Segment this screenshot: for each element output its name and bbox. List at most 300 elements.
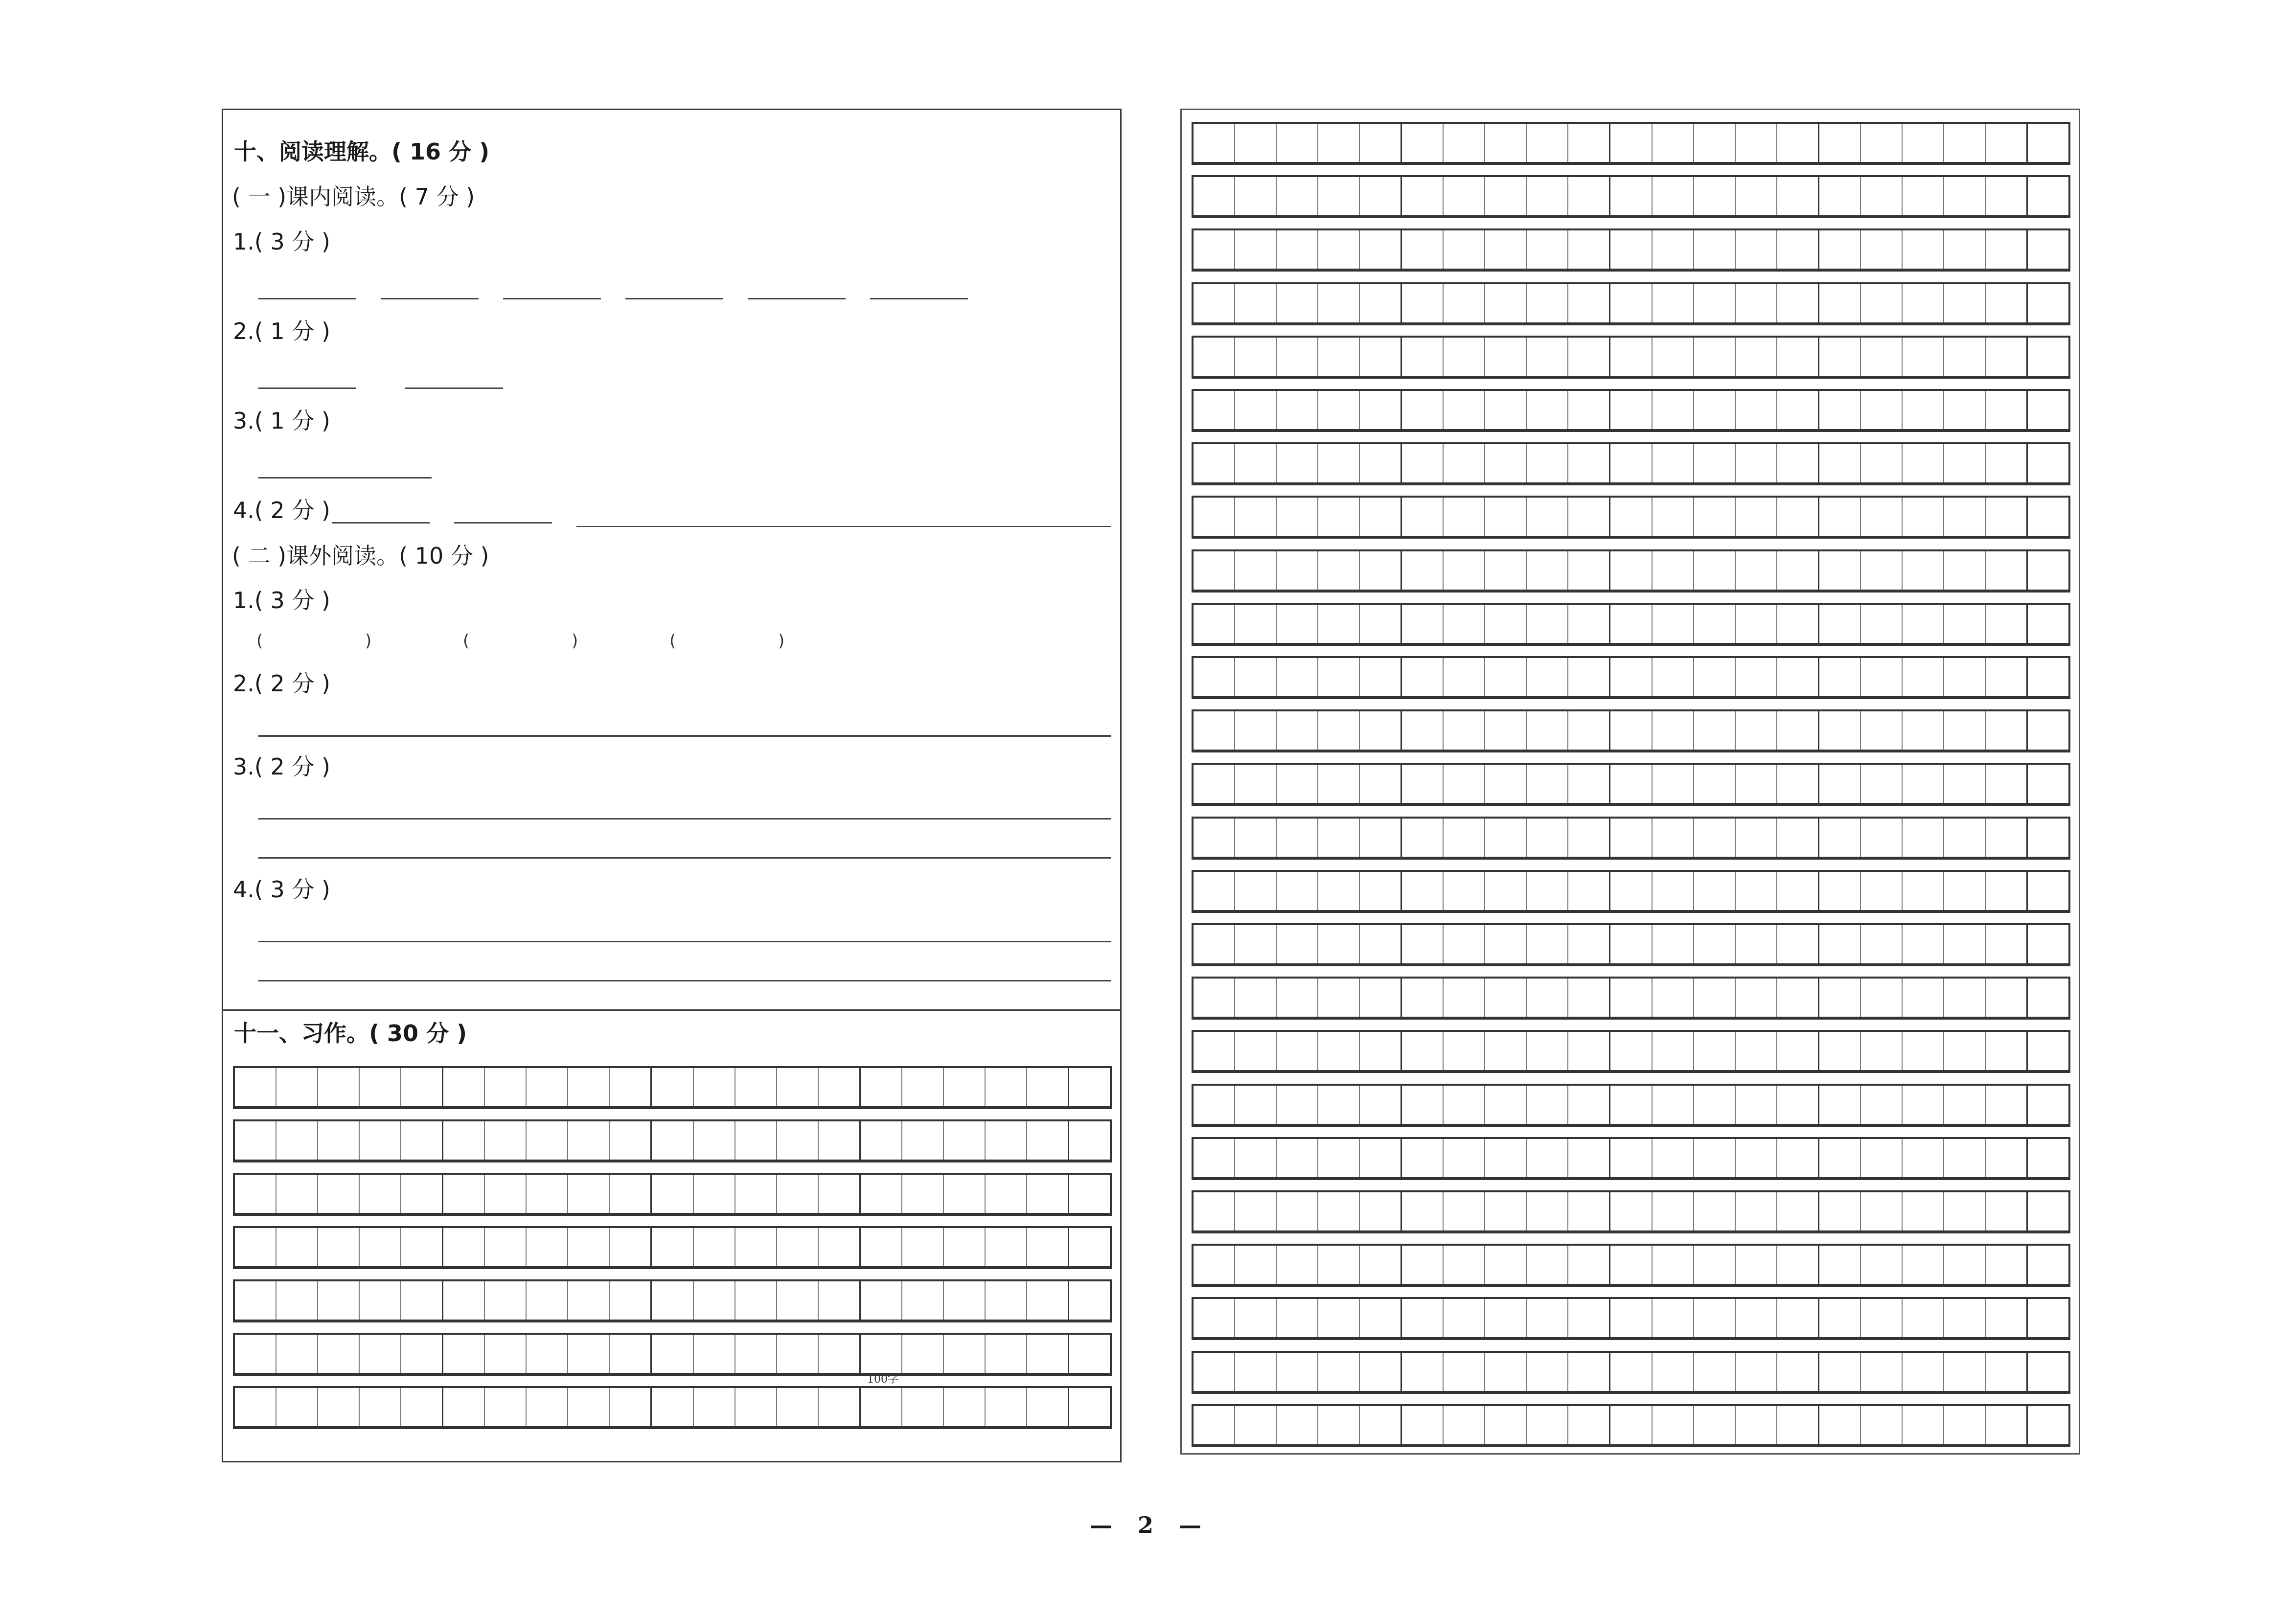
grid-cell[interactable] — [1818, 1032, 1860, 1070]
grid-cell[interactable] — [1609, 124, 1651, 162]
grid-cell[interactable] — [526, 1335, 567, 1373]
grid-cell[interactable] — [1194, 498, 1234, 536]
grid-cell[interactable] — [276, 1388, 317, 1426]
grid-cell[interactable] — [943, 1228, 985, 1266]
grid-cell[interactable] — [1526, 391, 1567, 429]
grid-cell[interactable] — [1902, 1246, 1943, 1284]
grid-cell[interactable] — [1902, 1086, 1943, 1124]
grid-cell[interactable] — [235, 1335, 276, 1373]
grid-cell[interactable] — [2026, 230, 2068, 269]
grid-cell[interactable] — [567, 1121, 609, 1160]
grid-cell[interactable] — [1902, 391, 1943, 429]
grid-cell[interactable] — [1776, 1353, 1818, 1391]
grid-cell[interactable] — [1693, 1299, 1735, 1337]
grid-cell[interactable] — [1860, 1246, 1902, 1284]
grid-cell[interactable] — [1943, 1086, 1985, 1124]
grid-cell[interactable] — [276, 1335, 317, 1373]
grid-cell[interactable] — [1860, 338, 1902, 376]
grid-cell[interactable] — [1985, 1406, 2026, 1444]
grid-cell[interactable] — [1735, 498, 1776, 536]
grid-cell[interactable] — [359, 1228, 400, 1266]
grid-cell[interactable] — [1818, 872, 1860, 910]
grid-cell[interactable] — [1609, 284, 1651, 322]
grid-cell[interactable] — [526, 1121, 567, 1160]
grid-cell[interactable] — [1401, 711, 1443, 750]
grid-cell[interactable] — [1943, 1032, 1985, 1070]
grid-cell[interactable] — [776, 1175, 818, 1213]
grid-cell[interactable] — [1985, 605, 2026, 643]
grid-cell[interactable] — [1234, 551, 1276, 590]
grid-cell[interactable] — [1652, 979, 1693, 1017]
grid-cell[interactable] — [567, 1175, 609, 1213]
grid-cell[interactable] — [1234, 1406, 1276, 1444]
grid-cell[interactable] — [442, 1121, 484, 1160]
grid-cell[interactable] — [1234, 498, 1276, 536]
grid-cell[interactable] — [650, 1228, 692, 1266]
grid-cell[interactable] — [1359, 391, 1401, 429]
grid-cell[interactable] — [1443, 284, 1484, 322]
grid-cell[interactable] — [1484, 979, 1526, 1017]
grid-cell[interactable] — [442, 1281, 484, 1320]
grid-cell[interactable] — [1567, 1192, 1609, 1230]
grid-cell[interactable] — [1652, 1139, 1693, 1177]
grid-cell[interactable] — [1443, 1192, 1484, 1230]
grid-cell[interactable] — [1652, 819, 1693, 857]
part2-q2-answer-line[interactable] — [258, 735, 1111, 737]
grid-cell[interactable] — [1985, 1139, 2026, 1177]
grid-cell[interactable] — [276, 1121, 317, 1160]
grid-cell[interactable] — [1359, 230, 1401, 269]
grid-cell[interactable] — [1985, 1246, 2026, 1284]
grid-cell[interactable] — [1443, 1032, 1484, 1070]
grid-cell[interactable] — [1194, 284, 1234, 322]
grid-cell[interactable] — [1735, 925, 1776, 963]
grid-cell[interactable] — [1902, 925, 1943, 963]
grid-cell[interactable] — [1401, 1406, 1443, 1444]
grid-cell[interactable] — [1652, 658, 1693, 696]
grid-cell[interactable] — [1026, 1121, 1068, 1160]
grid-cell[interactable] — [484, 1335, 526, 1373]
grid-cell[interactable] — [693, 1068, 735, 1106]
grid-cell[interactable] — [1234, 819, 1276, 857]
part2-q4-answer-line[interactable] — [258, 980, 1111, 981]
grid-cell[interactable] — [1526, 1032, 1567, 1070]
grid-cell[interactable] — [818, 1388, 859, 1426]
part2-q3-answer-line[interactable] — [258, 857, 1111, 859]
grid-cell[interactable] — [1401, 284, 1443, 322]
grid-cell[interactable] — [1443, 177, 1484, 215]
grid-cell[interactable] — [1276, 338, 1317, 376]
grid-cell[interactable] — [1567, 230, 1609, 269]
grid-cell[interactable] — [1484, 1032, 1526, 1070]
grid-cell[interactable] — [1234, 338, 1276, 376]
grid-cell[interactable] — [317, 1388, 359, 1426]
grid-cell[interactable] — [359, 1121, 400, 1160]
grid-cell[interactable] — [235, 1068, 276, 1106]
grid-cell[interactable] — [1443, 979, 1484, 1017]
grid-cell[interactable] — [1194, 444, 1234, 482]
grid-cell[interactable] — [2026, 284, 2068, 322]
grid-cell[interactable] — [1276, 1353, 1317, 1391]
grid-cell[interactable] — [1693, 124, 1735, 162]
grid-cell[interactable] — [1484, 819, 1526, 857]
grid-cell[interactable] — [1234, 605, 1276, 643]
grid-cell[interactable] — [1484, 1192, 1526, 1230]
grid-cell[interactable] — [1526, 230, 1567, 269]
grid-cell[interactable] — [1484, 391, 1526, 429]
grid-cell[interactable] — [235, 1388, 276, 1426]
grid-cell[interactable] — [1194, 1299, 1234, 1337]
grid-cell[interactable] — [1985, 1299, 2026, 1337]
grid-cell[interactable] — [1484, 1086, 1526, 1124]
grid-cell[interactable] — [735, 1175, 776, 1213]
grid-cell[interactable] — [1234, 925, 1276, 963]
grid-cell[interactable] — [1567, 711, 1609, 750]
grid-cell[interactable] — [1276, 1086, 1317, 1124]
grid-cell[interactable] — [859, 1175, 901, 1213]
grid-cell[interactable] — [1818, 765, 1860, 803]
grid-cell[interactable] — [1693, 819, 1735, 857]
grid-cell[interactable] — [1526, 1406, 1567, 1444]
grid-cell[interactable] — [1652, 765, 1693, 803]
grid-cell[interactable] — [1693, 872, 1735, 910]
part1-q2-blank[interactable] — [258, 387, 356, 389]
grid-cell[interactable] — [1194, 925, 1234, 963]
grid-cell[interactable] — [1776, 124, 1818, 162]
grid-cell[interactable] — [1526, 1246, 1567, 1284]
grid-cell[interactable] — [1401, 230, 1443, 269]
grid-cell[interactable] — [1860, 819, 1902, 857]
grid-cell[interactable] — [2026, 444, 2068, 482]
grid-cell[interactable] — [650, 1335, 692, 1373]
grid-cell[interactable] — [1902, 872, 1943, 910]
grid-cell[interactable] — [1693, 658, 1735, 696]
grid-cell[interactable] — [1860, 711, 1902, 750]
grid-cell[interactable] — [1484, 444, 1526, 482]
grid-cell[interactable] — [1443, 658, 1484, 696]
grid-cell[interactable] — [1194, 391, 1234, 429]
grid-cell[interactable] — [1985, 819, 2026, 857]
grid-cell[interactable] — [1234, 1246, 1276, 1284]
grid-cell[interactable] — [1194, 1032, 1234, 1070]
grid-cell[interactable] — [901, 1068, 943, 1106]
grid-cell[interactable] — [1902, 1032, 1943, 1070]
grid-cell[interactable] — [859, 1335, 901, 1373]
grid-cell[interactable] — [1443, 1086, 1484, 1124]
grid-cell[interactable] — [1443, 711, 1484, 750]
grid-cell[interactable] — [442, 1335, 484, 1373]
grid-cell[interactable] — [776, 1121, 818, 1160]
grid-cell[interactable] — [1194, 230, 1234, 269]
grid-cell[interactable] — [276, 1175, 317, 1213]
grid-cell[interactable] — [1943, 391, 1985, 429]
grid-cell[interactable] — [1276, 1192, 1317, 1230]
grid-cell[interactable] — [1652, 925, 1693, 963]
grid-cell[interactable] — [776, 1388, 818, 1426]
grid-cell[interactable] — [1443, 605, 1484, 643]
grid-cell[interactable] — [1735, 284, 1776, 322]
grid-cell[interactable] — [1194, 711, 1234, 750]
grid-cell[interactable] — [1902, 124, 1943, 162]
grid-cell[interactable] — [1652, 551, 1693, 590]
grid-cell[interactable] — [1194, 1246, 1234, 1284]
grid-cell[interactable] — [1693, 284, 1735, 322]
grid-cell[interactable] — [1985, 1032, 2026, 1070]
grid-cell[interactable] — [1902, 711, 1943, 750]
part1-q1-blank[interactable] — [503, 298, 601, 299]
grid-cell[interactable] — [1985, 1192, 2026, 1230]
grid-cell[interactable] — [1776, 1299, 1818, 1337]
grid-cell[interactable] — [317, 1068, 359, 1106]
grid-cell[interactable] — [1652, 124, 1693, 162]
grid-cell[interactable] — [985, 1121, 1026, 1160]
grid-cell[interactable] — [693, 1175, 735, 1213]
grid-cell[interactable] — [2026, 338, 2068, 376]
grid-cell[interactable] — [1401, 1353, 1443, 1391]
grid-cell[interactable] — [1401, 391, 1443, 429]
grid-cell[interactable] — [2026, 498, 2068, 536]
grid-cell[interactable] — [317, 1228, 359, 1266]
grid-cell[interactable] — [1735, 605, 1776, 643]
grid-cell[interactable] — [1359, 1086, 1401, 1124]
grid-cell[interactable] — [1943, 338, 1985, 376]
grid-cell[interactable] — [1567, 765, 1609, 803]
grid-cell[interactable] — [1443, 1353, 1484, 1391]
grid-cell[interactable] — [317, 1175, 359, 1213]
grid-cell[interactable] — [1818, 711, 1860, 750]
grid-cell[interactable] — [1068, 1068, 1110, 1106]
grid-cell[interactable] — [1652, 391, 1693, 429]
grid-cell[interactable] — [1526, 658, 1567, 696]
grid-cell[interactable] — [235, 1228, 276, 1266]
grid-cell[interactable] — [818, 1228, 859, 1266]
grid-cell[interactable] — [1359, 551, 1401, 590]
grid-cell[interactable] — [1359, 605, 1401, 643]
grid-cell[interactable] — [1693, 979, 1735, 1017]
grid-cell[interactable] — [484, 1228, 526, 1266]
part1-q1-blank[interactable] — [748, 298, 846, 299]
grid-cell[interactable] — [1902, 498, 1943, 536]
grid-cell[interactable] — [567, 1388, 609, 1426]
grid-cell[interactable] — [859, 1281, 901, 1320]
grid-cell[interactable] — [235, 1121, 276, 1160]
grid-cell[interactable] — [1693, 1086, 1735, 1124]
grid-cell[interactable] — [1609, 658, 1651, 696]
grid-cell[interactable] — [859, 1388, 901, 1426]
grid-cell[interactable] — [567, 1068, 609, 1106]
grid-cell[interactable] — [1359, 1192, 1401, 1230]
grid-cell[interactable] — [1276, 1299, 1317, 1337]
grid-cell[interactable] — [1943, 498, 1985, 536]
grid-cell[interactable] — [1818, 391, 1860, 429]
grid-cell[interactable] — [1609, 872, 1651, 910]
grid-cell[interactable] — [1401, 872, 1443, 910]
grid-cell[interactable] — [1943, 872, 1985, 910]
grid-cell[interactable] — [1526, 1192, 1567, 1230]
part2-q4-answer-line[interactable] — [258, 941, 1111, 942]
grid-cell[interactable] — [1609, 1139, 1651, 1177]
grid-cell[interactable] — [1317, 338, 1359, 376]
grid-cell[interactable] — [1985, 658, 2026, 696]
grid-cell[interactable] — [2026, 711, 2068, 750]
grid-cell[interactable] — [1234, 711, 1276, 750]
grid-cell[interactable] — [1276, 711, 1317, 750]
grid-cell[interactable] — [1068, 1228, 1110, 1266]
grid-cell[interactable] — [1735, 1353, 1776, 1391]
part1-q1-blank[interactable] — [381, 298, 479, 299]
grid-cell[interactable] — [1317, 1353, 1359, 1391]
grid-cell[interactable] — [1776, 444, 1818, 482]
grid-cell[interactable] — [1234, 979, 1276, 1017]
grid-cell[interactable] — [526, 1281, 567, 1320]
grid-cell[interactable] — [1443, 498, 1484, 536]
grid-cell[interactable] — [1985, 979, 2026, 1017]
grid-cell[interactable] — [1401, 444, 1443, 482]
grid-cell[interactable] — [1359, 1406, 1401, 1444]
grid-cell[interactable] — [526, 1388, 567, 1426]
grid-cell[interactable] — [1776, 605, 1818, 643]
grid-cell[interactable] — [1652, 1406, 1693, 1444]
grid-cell[interactable] — [1317, 605, 1359, 643]
grid-cell[interactable] — [985, 1335, 1026, 1373]
grid-cell[interactable] — [1194, 979, 1234, 1017]
grid-cell[interactable] — [442, 1388, 484, 1426]
grid-cell[interactable] — [1443, 124, 1484, 162]
grid-cell[interactable] — [1484, 177, 1526, 215]
grid-cell[interactable] — [1776, 1192, 1818, 1230]
grid-cell[interactable] — [1609, 1353, 1651, 1391]
grid-cell[interactable] — [1609, 444, 1651, 482]
grid-cell[interactable] — [1026, 1068, 1068, 1106]
grid-cell[interactable] — [1567, 338, 1609, 376]
grid-cell[interactable] — [1443, 444, 1484, 482]
grid-cell[interactable] — [1860, 1032, 1902, 1070]
grid-cell[interactable] — [1359, 177, 1401, 215]
grid-cell[interactable] — [1484, 711, 1526, 750]
grid-cell[interactable] — [1276, 391, 1317, 429]
part1-q4-blank[interactable] — [454, 522, 552, 524]
grid-cell[interactable] — [1776, 498, 1818, 536]
grid-cell[interactable] — [2026, 1246, 2068, 1284]
grid-cell[interactable] — [1943, 819, 1985, 857]
grid-cell[interactable] — [1609, 1192, 1651, 1230]
grid-cell[interactable] — [1567, 498, 1609, 536]
grid-cell[interactable] — [1194, 1353, 1234, 1391]
grid-cell[interactable] — [1818, 925, 1860, 963]
grid-cell[interactable] — [1234, 444, 1276, 482]
grid-cell[interactable] — [1860, 124, 1902, 162]
grid-cell[interactable] — [1194, 1086, 1234, 1124]
grid-cell[interactable] — [1902, 765, 1943, 803]
grid-cell[interactable] — [943, 1388, 985, 1426]
grid-cell[interactable] — [901, 1228, 943, 1266]
grid-cell[interactable] — [1818, 1299, 1860, 1337]
grid-cell[interactable] — [1526, 819, 1567, 857]
grid-cell[interactable] — [1234, 1139, 1276, 1177]
grid-cell[interactable] — [1818, 979, 1860, 1017]
grid-cell[interactable] — [1776, 765, 1818, 803]
grid-cell[interactable] — [1484, 230, 1526, 269]
grid-cell[interactable] — [1234, 1353, 1276, 1391]
grid-cell[interactable] — [1609, 979, 1651, 1017]
grid-cell[interactable] — [400, 1175, 442, 1213]
grid-cell[interactable] — [442, 1175, 484, 1213]
grid-cell[interactable] — [1194, 338, 1234, 376]
grid-cell[interactable] — [1860, 1192, 1902, 1230]
grid-cell[interactable] — [2026, 1032, 2068, 1070]
grid-cell[interactable] — [818, 1068, 859, 1106]
grid-cell[interactable] — [317, 1281, 359, 1320]
grid-cell[interactable] — [1943, 284, 1985, 322]
grid-cell[interactable] — [1860, 444, 1902, 482]
grid-cell[interactable] — [1776, 551, 1818, 590]
grid-cell[interactable] — [1693, 444, 1735, 482]
grid-cell[interactable] — [1317, 1032, 1359, 1070]
grid-cell[interactable] — [1276, 177, 1317, 215]
grid-cell[interactable] — [1943, 177, 1985, 215]
grid-cell[interactable] — [1693, 177, 1735, 215]
grid-cell[interactable] — [943, 1175, 985, 1213]
grid-cell[interactable] — [1567, 391, 1609, 429]
grid-cell[interactable] — [609, 1068, 650, 1106]
grid-cell[interactable] — [1276, 979, 1317, 1017]
grid-cell[interactable] — [1735, 1406, 1776, 1444]
grid-cell[interactable] — [1985, 1353, 2026, 1391]
grid-cell[interactable] — [400, 1228, 442, 1266]
grid-cell[interactable] — [1484, 338, 1526, 376]
grid-cell[interactable] — [1985, 444, 2026, 482]
grid-cell[interactable] — [1902, 658, 1943, 696]
grid-cell[interactable] — [985, 1388, 1026, 1426]
grid-cell[interactable] — [1609, 177, 1651, 215]
grid-cell[interactable] — [1567, 1246, 1609, 1284]
grid-cell[interactable] — [693, 1228, 735, 1266]
grid-cell[interactable] — [1943, 925, 1985, 963]
grid-cell[interactable] — [1776, 1246, 1818, 1284]
grid-cell[interactable] — [1317, 551, 1359, 590]
grid-cell[interactable] — [1943, 1406, 1985, 1444]
grid-cell[interactable] — [1401, 658, 1443, 696]
part1-q2-blank[interactable] — [405, 387, 503, 389]
grid-cell[interactable] — [1985, 765, 2026, 803]
grid-cell[interactable] — [1985, 284, 2026, 322]
grid-cell[interactable] — [1985, 177, 2026, 215]
grid-cell[interactable] — [567, 1228, 609, 1266]
grid-cell[interactable] — [1526, 177, 1567, 215]
grid-cell[interactable] — [484, 1388, 526, 1426]
grid-cell[interactable] — [359, 1335, 400, 1373]
grid-cell[interactable] — [1567, 284, 1609, 322]
grid-cell[interactable] — [1652, 444, 1693, 482]
grid-cell[interactable] — [1484, 551, 1526, 590]
grid-cell[interactable] — [2026, 1299, 2068, 1337]
grid-cell[interactable] — [1567, 1299, 1609, 1337]
grid-cell[interactable] — [1443, 551, 1484, 590]
grid-cell[interactable] — [943, 1335, 985, 1373]
grid-cell[interactable] — [1359, 1299, 1401, 1337]
grid-cell[interactable] — [1567, 925, 1609, 963]
grid-cell[interactable] — [1276, 658, 1317, 696]
grid-cell[interactable] — [1068, 1335, 1110, 1373]
grid-cell[interactable] — [735, 1228, 776, 1266]
grid-cell[interactable] — [1276, 1406, 1317, 1444]
grid-cell[interactable] — [693, 1388, 735, 1426]
grid-cell[interactable] — [1401, 979, 1443, 1017]
grid-cell[interactable] — [1818, 230, 1860, 269]
grid-cell[interactable] — [1359, 711, 1401, 750]
grid-cell[interactable] — [1401, 765, 1443, 803]
grid-cell[interactable] — [735, 1335, 776, 1373]
